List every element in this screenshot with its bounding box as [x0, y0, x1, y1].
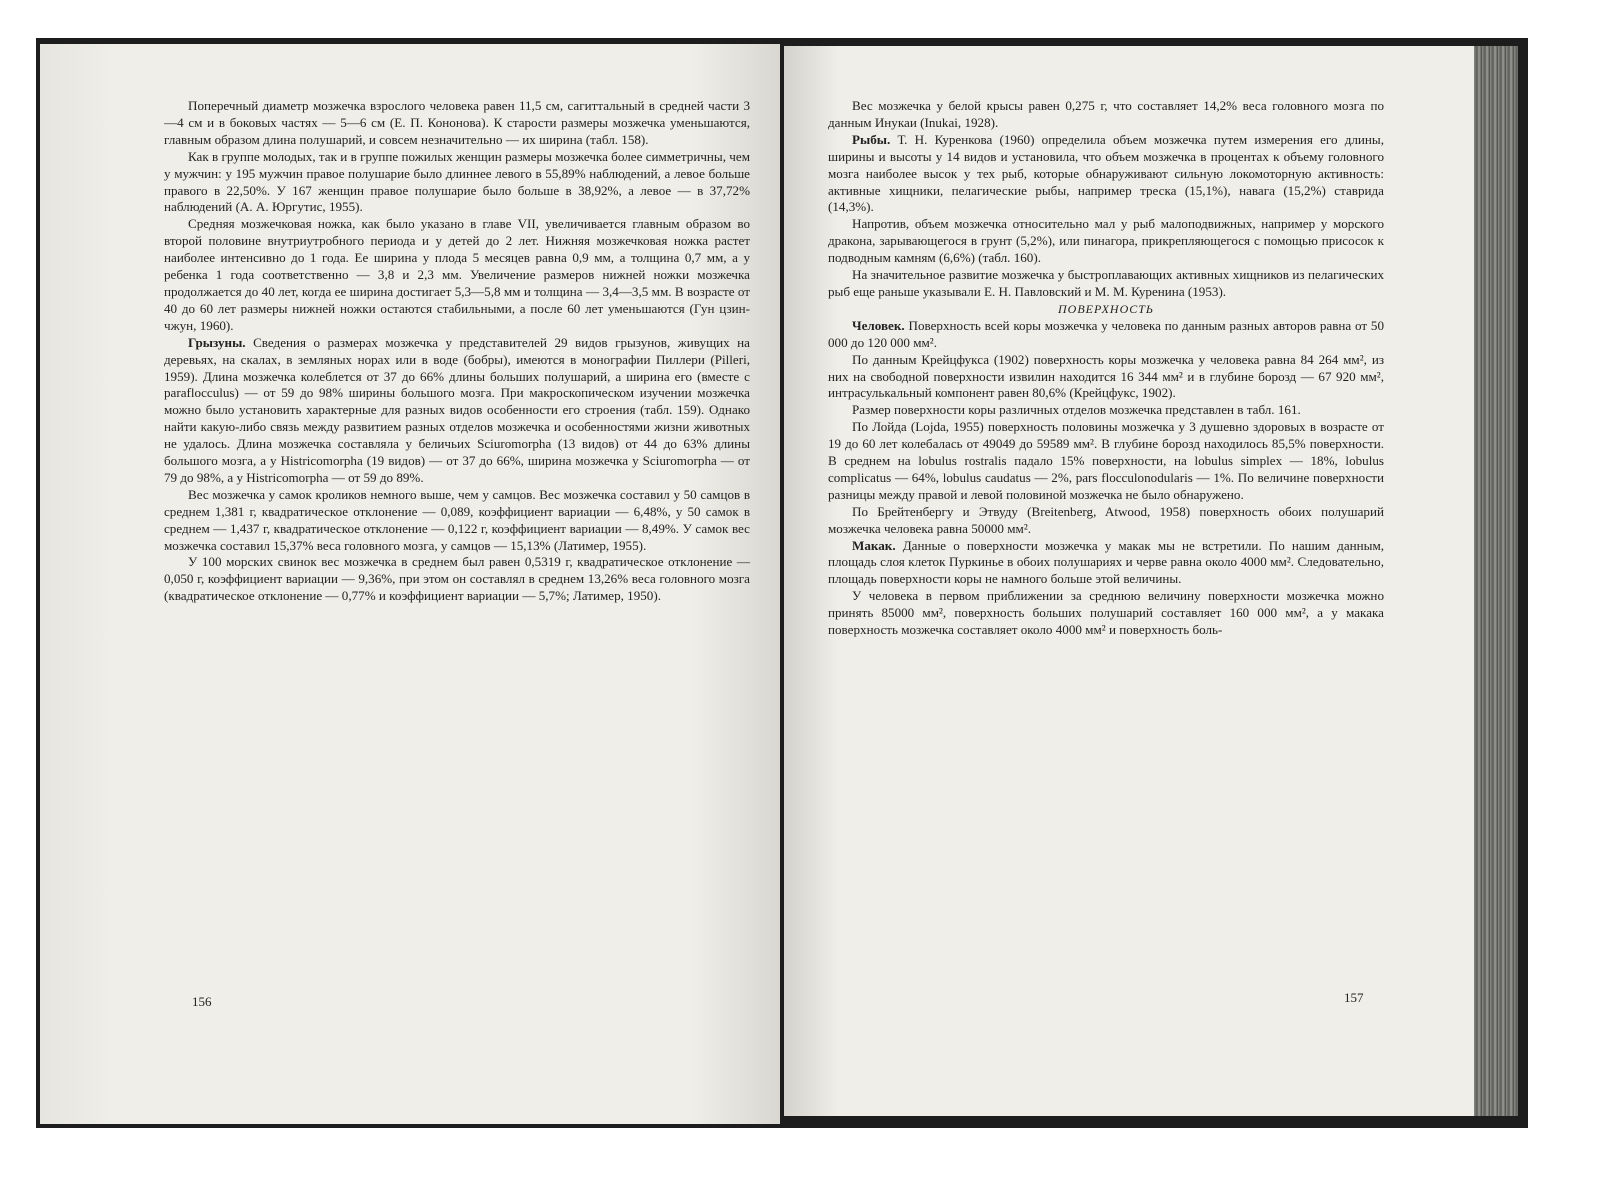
page-edges	[1474, 46, 1518, 1116]
paragraph: У человека в первом приближении за среднюю величину поверхности мозжечка можно принять 85000 мм², поверхность больших полушарий составляет 160 000 мм², а у макака поверхность мозжечка составляет около 4000 мм² и поверхность боль-	[828, 588, 1384, 638]
paragraph: Вес мозжечка у белой крысы равен 0,275 г, что составляет 14,2% веса головного мозга по данным Инукаи (Inukai, 1928).	[828, 98, 1384, 130]
paragraph: На значительное развитие мозжечка у быстроплавающих активных хищников из пелагических рыб еще раньше указывали Е. Н. Павловский и М. М. Куренина (1953).	[828, 267, 1384, 299]
paragraph: Рыбы. Т. Н. Куренкова (1960) определила объем мозжечка путем измерения его длины, ширины и высоты у 14 видов и установила, что объем мозжечка в процентах к объему головного мозга наиболее высок у тех рыб, которые обнаруживают сильную локомоторную активность: активные хищники, пелагические рыбы, например треска (15,1%), навага (15,2%) ставрида (14,3%).	[828, 131, 1384, 215]
right-page-text	[828, 98, 1384, 639]
paragraph: Поперечный диаметр мозжечка взрослого человека равен 11,5 см, сагиттальный в средней части 3—4 см и в боковых частях — 5—6 см (Е. П. Кононова). К старости размеры мозжечка уменьшаются, главным образом длина полушарий, и совсем незначительно — их ширина (табл. 158).	[164, 98, 750, 147]
paragraph: Макак. Данные о поверхности мозжечка у макак мы не встретили. По нашим данным, площадь слоя клеток Пуркинье в обоих полушариях и черве равна около 4000 мм². Следовательно, площадь поверхности коры не намного больше этой величины.	[828, 537, 1384, 587]
paragraph: Средняя мозжечковая ножка, как было указано в главе VII, увеличивается главным образом во второй половине внутриутробного периода и у детей до 2 лет. Нижняя мозжечковая ножка растет наиболее интенсивно до 1 года. Ее ширина у плода 5 месяцев равна 0,9 мм, а толщина 0,7 мм, а у ребенка 1 года соответственно — 3,8 и 2,3 мм. Увеличение размеров нижней ножки мозжечка продолжается до 40 лет, когда ее ширина достигает 5,3—5,8 мм и толщина — 3,4—3,5 мм. В возрасте от 40 до 60 лет размеры нижней ножки остаются стабильными, а после 60 лет уменьшаются (Гун цзин-чжун, 1960).	[164, 216, 750, 333]
paragraph: По Брейтенбергу и Этвуду (Breitenberg, Atwood, 1958) поверхность обоих полушарий мозжечка человека равна 50000 мм².	[828, 503, 1384, 536]
paragraph: Грызуны. Сведения о размерах мозжечка у представителей 29 видов грызунов, живущих на деревьях, на скалах, в земляных норах или в воде (бобры), имеются в монографии Пиллери (Pilleri, 1959). Длина мозжечка колеблется от 37 до 66% длины больших полушарий, а ширина его (вместе с paraflocculus) — от 59 до 98% ширины большого мозга. При макроскопическом изучении мозжечка можно было установить характерные для разных видов особенности его строения (табл. 159). Однако найти какую-либо связь между развитием разных отделов мозжечка и особенностями жизни животных не удалось. Длина мозжечка составляла у беличьих Sciuromorpha (13 видов) от 44 до 63% длины большого мозга, а у Histricomorpha (19 видов) — от 37 до 66%, ширина мозжечка у Sciuromorpha — от 79 до 98%, а у Histricomorpha — от 59 до 89%.	[164, 334, 750, 485]
paragraph: По данным Крейцфукса (1902) поверхность коры мозжечка у человека равна 84 264 мм², из них на свободной поверхности извилин находится 16 344 мм² и в глубине борозд — 67 920 мм², интрасулькальный компонент равен 80,6% (Крейцфукс, 1902).	[828, 351, 1384, 401]
paragraph: Как в группе молодых, так и в группе пожилых женщин размеры мозжечка более симметричны, чем у мужчин: у 195 мужчин правое полушарие было длиннее левого в 55,89% наблюдений, а левое больше правого в 22,50%. У 167 женщин правое полушарие было больше в 38,92%, а левое — в 37,72% наблюдений (А. А. Юргутис, 1955).	[164, 148, 750, 215]
paragraph: Человек. Поверхность всей коры мозжечка у человека по данным разных авторов равна от 50 000 до 120 000 мм².	[828, 317, 1384, 350]
page-number-right: 157	[1344, 990, 1364, 1005]
paragraph: По Лойда (Lojda, 1955) поверхность половины мозжечка у 3 душевно здоровых в возрасте от 19 до 60 лет колебалась от 49049 до 59589 мм². В глубине борозд находилось 85,5% поверхности. В среднем на lobulus rostralis падало 15% поверхности, на lobulus simplex — 18%, lobulus complicatus — 64%, lobulus caudatus — 2%, pars flocculonodularis — 1%. По величине поверхности разницы между правой и левой половиной мозжечка не было обнаружено.	[828, 419, 1384, 502]
paragraph: Напротив, объем мозжечка относительно мал у рыб малоподвижных, например у морского дракона, зарывающегося в грунт (5,2%), или пинагора, прикрепляющегося с помощью присосок к подводным камням (6,6%) (табл. 160).	[828, 216, 1384, 266]
paragraph: Размер поверхности коры различных отделов мозжечка представлен в табл. 161.	[852, 402, 1301, 418]
section-heading: ПОВЕРХНОСТЬ	[1058, 301, 1154, 316]
page-number-left: 156	[192, 994, 212, 1009]
paragraph: У 100 морских свинок вес мозжечка в среднем был равен 0,5319 г, квадратическое отклонение — 0,050 г, коэффициент вариации — 9,36%, при этом он составлял в среднем 13,26% веса головного мозга (квадратическое отклонение — 0,77% и коэффициент вариации — 5,7%; Латимер, 1950).	[164, 554, 750, 604]
paragraph: Вес мозжечка у самок кроликов немного выше, чем у самцов. Вес мозжечка составил у 50 самцов в среднем 1,381 г, квадратическое отклонение — 0,089, коэффициент вариации — 6,48%, у 50 самок в среднем — 1,437 г, квадратическое отклонение — 0,122 г, коэффициент вариации — 8,49%. У самок вес мозжечка составил 15,37% веса головного мозга, у самцов — 15,13% (Латимер, 1955).	[164, 486, 750, 553]
right-page	[784, 46, 1474, 1116]
left-page	[40, 44, 780, 1124]
left-page-text	[164, 98, 750, 605]
